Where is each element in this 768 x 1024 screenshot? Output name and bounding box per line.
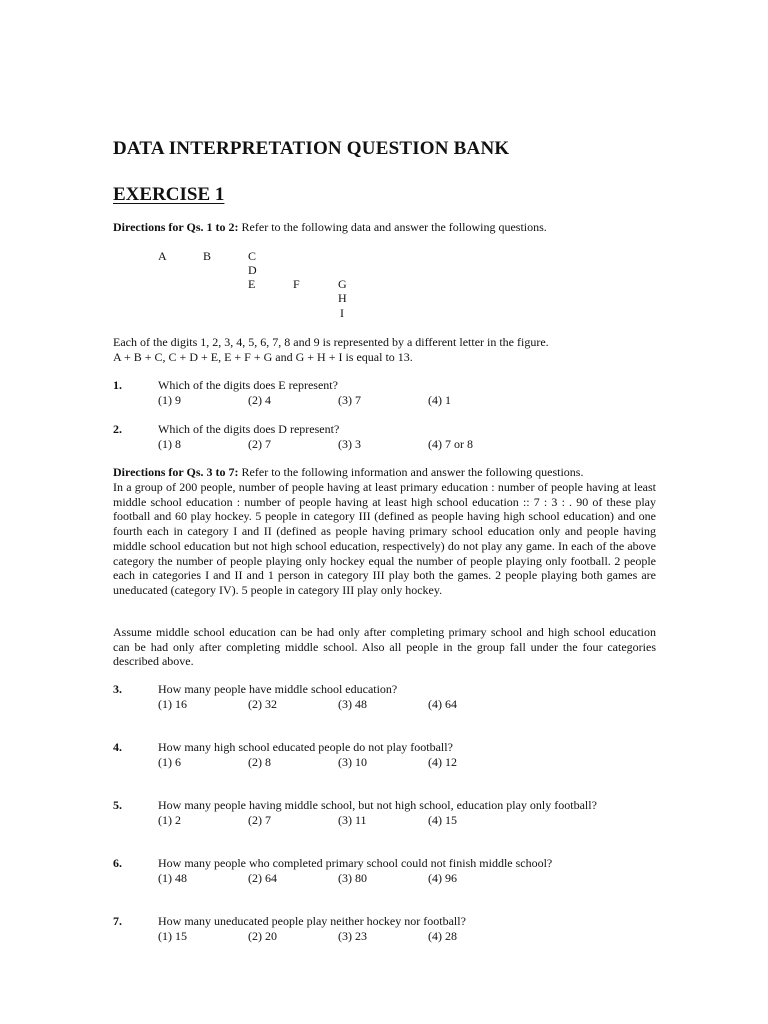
digits-statement-1: Each of the digits 1, 2, 3, 4, 5, 6, 7, 8 and 9 is represented by a different letter in the figure.: [113, 335, 549, 349]
question-number: 5.: [113, 798, 122, 812]
question-text: Which of the digits does D represent?: [158, 422, 340, 436]
directions-1: [113, 220, 547, 235]
figure-letter-h: H: [338, 291, 347, 305]
question-number: 4.: [113, 740, 122, 754]
question-text: How many high school educated people do not play football?: [158, 740, 453, 754]
question-text: How many people have middle school education?: [158, 682, 398, 696]
question-text: How many people who completed primary school could not finish middle school?: [158, 856, 553, 870]
option-1: (1) 2: [158, 813, 181, 827]
assumption-paragraph: Assume middle school education can be had only after completing primary school and high school education can be had only after completing middle school. Also all people in the group fall under the four categories described above.: [113, 625, 656, 669]
option-3: (3) 3: [338, 437, 361, 451]
directions-1-label: Directions for Qs. 1 to 2:: [113, 220, 239, 234]
question-number: 2.: [113, 422, 122, 436]
option-1: (1) 8: [158, 437, 181, 451]
option-3: (3) 23: [338, 929, 367, 943]
option-2: (2) 8: [248, 755, 271, 769]
option-1: (1) 15: [158, 929, 187, 943]
option-3: (3) 7: [338, 393, 361, 407]
option-3: (3) 80: [338, 871, 367, 885]
question-text: How many people having middle school, but not high school, education play only football?: [158, 798, 597, 812]
figure-letter-i: I: [340, 306, 344, 320]
option-4: (4) 64: [428, 697, 457, 711]
question-text: How many uneducated people play neither hockey nor football?: [158, 914, 466, 928]
option-4: (4) 1: [428, 393, 451, 407]
option-1: (1) 16: [158, 697, 187, 711]
directions-2-text: Refer to the following information and answer the following questions.: [238, 465, 584, 479]
exercise-heading: EXERCISE 1: [113, 184, 225, 205]
figure-letter-c: C: [248, 249, 257, 263]
option-3: (3) 48: [338, 697, 367, 711]
option-1: (1) 48: [158, 871, 187, 885]
question-text: Which of the digits does E represent?: [158, 378, 338, 392]
directions-2-body: In a group of 200 people, number of people having at least primary education : number of people having at least middle school education : number of people having at least high school education :: 7 : 3 : . 90 of these play football and 60 play hockey. 5 people in category III (defined as people having high school education) and one fourth each in category I and II (defined as people having primary school education only and people having middle school education but not high school education, respectively) do not play any game. In each of the above category the number of people playing only hockey equal the number of people playing only football. 2 people each in categories I and II and 1 person in category III play both the games. 2 people playing both games are uneducated (category IV). 5 people in category III play only hockey.: [113, 480, 656, 597]
option-3: (3) 11: [338, 813, 367, 827]
option-2: (2) 7: [248, 813, 271, 827]
directions-1-text: Refer to the following data and answer the following questions.: [238, 220, 547, 234]
figure-letter-a: A: [158, 249, 167, 263]
option-4: (4) 15: [428, 813, 457, 827]
option-2: (2) 4: [248, 393, 271, 407]
option-4: (4) 7 or 8: [428, 437, 473, 451]
option-1: (1) 9: [158, 393, 181, 407]
option-4: (4) 28: [428, 929, 457, 943]
question-number: 1.: [113, 378, 122, 392]
option-1: (1) 6: [158, 755, 181, 769]
option-3: (3) 10: [338, 755, 367, 769]
figure-letter-f: F: [293, 277, 300, 291]
digits-statement-2: A + B + C, C + D + E, E + F + G and G + H + I is equal to 13.: [113, 350, 413, 364]
question-number: 6.: [113, 856, 122, 870]
page-title: DATA INTERPRETATION QUESTION BANK: [113, 138, 510, 159]
figure-letter-e: E: [248, 277, 256, 291]
figure-letter-g: G: [338, 277, 347, 291]
question-number: 3.: [113, 682, 122, 696]
directions-2-label: Directions for Qs. 3 to 7:: [113, 465, 239, 479]
option-2: (2) 64: [248, 871, 277, 885]
option-2: (2) 7: [248, 437, 271, 451]
option-2: (2) 20: [248, 929, 277, 943]
question-number: 7.: [113, 914, 122, 928]
option-4: (4) 96: [428, 871, 457, 885]
option-4: (4) 12: [428, 755, 457, 769]
option-2: (2) 32: [248, 697, 277, 711]
figure-letter-d: D: [248, 263, 257, 277]
directions-2: [113, 465, 583, 480]
figure-letter-b: B: [203, 249, 212, 263]
